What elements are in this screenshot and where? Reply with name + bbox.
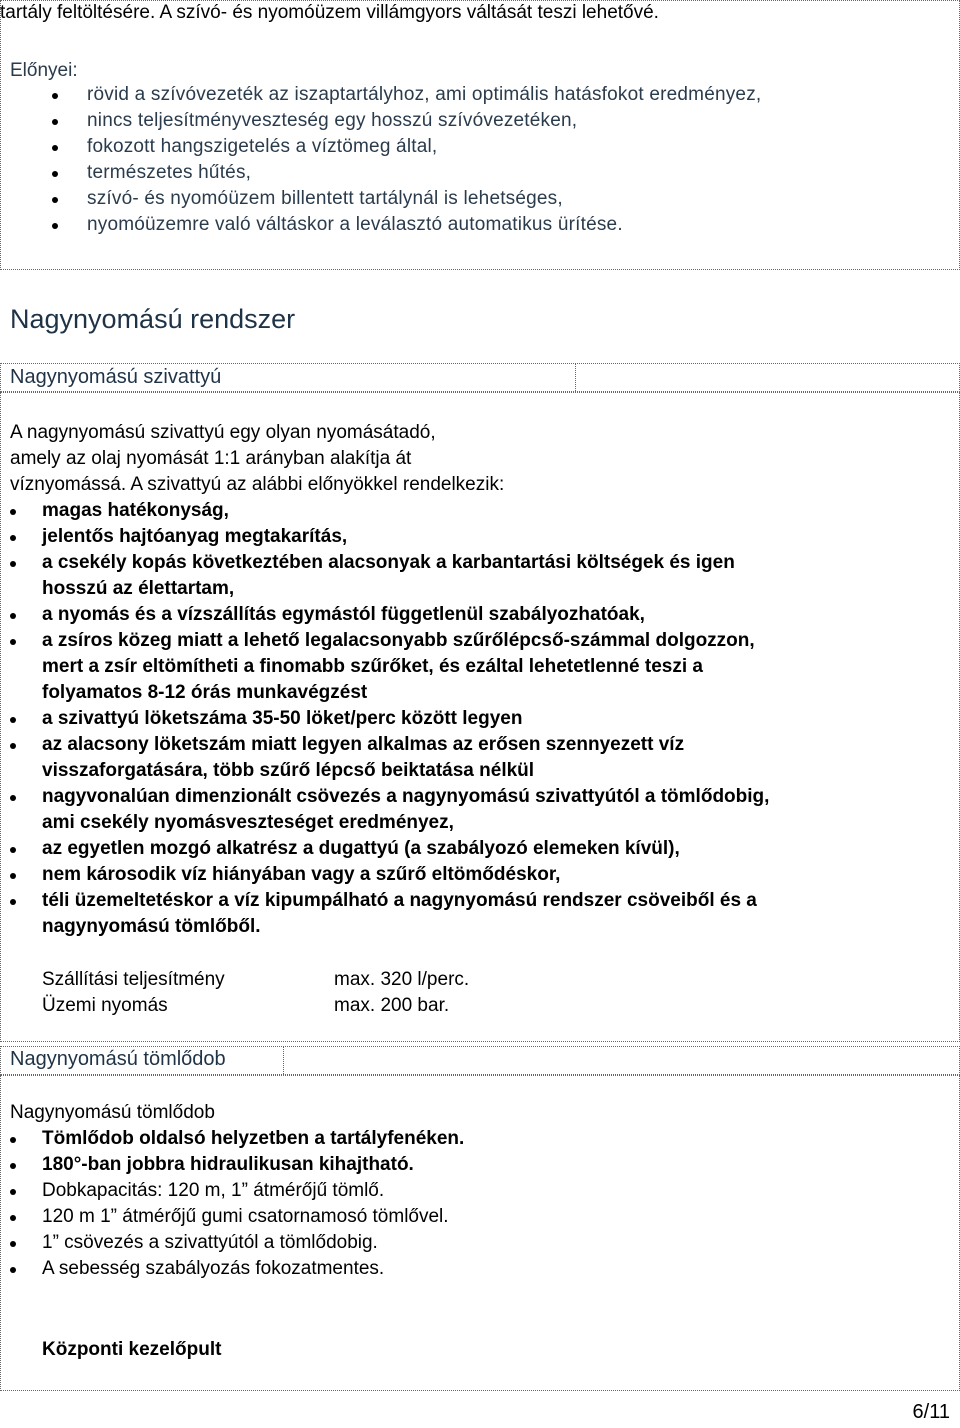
list-item: Dobkapacitás: 120 m, 1” átmérőjű tömlő. bbox=[0, 1178, 464, 1204]
pump-header: Nagynyomású szivattyú bbox=[10, 366, 222, 388]
list-item: 1” csövezés a szivattyútól a tömlődobig. bbox=[0, 1230, 464, 1256]
spec-value: max. 320 l/perc. bbox=[334, 969, 470, 990]
advantages-title: Előnyei: bbox=[10, 60, 78, 81]
list-item: nyomóüzemre való váltáskor a leválasztó automatikus ürítése. bbox=[0, 212, 761, 238]
list-item: természetes hűtés, bbox=[0, 160, 761, 186]
bullet-icon bbox=[10, 873, 16, 879]
hose-drum-header: Nagynyomású tömlődob bbox=[10, 1048, 226, 1070]
list-item: a szivattyú löketszáma 35-50 löket/perc között legyen bbox=[0, 706, 769, 732]
list-item: rövid a szívóvezeték az iszaptartályhoz, ami optimális hatásfokot eredményez, bbox=[0, 82, 761, 108]
bullet-icon bbox=[10, 1241, 16, 1247]
list-item: szívó- és nyomóüzem billentett tartálynál is lehetséges, bbox=[0, 186, 761, 212]
bullet-icon bbox=[10, 1215, 16, 1221]
list-item: magas hatékonyság, bbox=[0, 498, 769, 524]
pump-intro-line: A nagynyomású szivattyú egy olyan nyomásátadó, bbox=[10, 422, 436, 443]
hose-drum-list bbox=[0, 1126, 464, 1282]
spec-label: Üzemi nyomás bbox=[42, 995, 168, 1016]
bullet-icon bbox=[52, 223, 58, 229]
spec-value: max. 200 bar. bbox=[334, 995, 450, 1016]
bullet-icon bbox=[10, 561, 16, 567]
bullet-icon bbox=[52, 119, 58, 125]
list-item: 180°-ban jobbra hidraulikusan kihajtható. bbox=[0, 1152, 464, 1178]
section-title: Nagynyomású rendszer bbox=[10, 304, 296, 334]
bullet-icon bbox=[10, 1163, 16, 1169]
bullet-icon bbox=[52, 145, 58, 151]
list-item: nagyvonalúan dimenzionált csövezés a nagynyomású szivattyútól a tömlődobig, ami csekély nyomásveszteséget eredményez, bbox=[0, 784, 769, 836]
bullet-icon bbox=[10, 613, 16, 619]
bullet-icon bbox=[10, 743, 16, 749]
bullet-icon bbox=[52, 171, 58, 177]
bullet-icon bbox=[10, 847, 16, 853]
page-number: 6/11 bbox=[912, 1401, 950, 1423]
list-item: fokozott hangszigetelés a víztömeg által, bbox=[0, 134, 761, 160]
bullet-icon bbox=[10, 899, 16, 905]
list-item: téli üzemeltetéskor a víz kipumpálható a nagynyomású rendszer csöveiből és a nagynyomású tömlőből. bbox=[0, 888, 769, 940]
pump-intro-line: víznyomássá. A szivattyú az alábbi előnyökkel rendelkezik: bbox=[10, 474, 505, 495]
list-item: jelentős hajtóanyag megtakarítás, bbox=[0, 524, 769, 550]
advantages-list bbox=[0, 82, 761, 238]
bullet-icon bbox=[10, 1267, 16, 1273]
pump-intro-line: amely az olaj nyomását 1:1 arányban alakítja át bbox=[10, 448, 412, 469]
list-item: az alacsony löketszám miatt legyen alkalmas az erősen szennyezett víz visszaforgatására, több szűrő lépcső beiktatása nélkül bbox=[0, 732, 769, 784]
list-item: az egyetlen mozgó alkatrész a dugattyú (a szabályozó elemeken kívül), bbox=[0, 836, 769, 862]
list-item: nincs teljesítményveszteség egy hosszú szívóvezetéken, bbox=[0, 108, 761, 134]
bullet-icon bbox=[10, 509, 16, 515]
list-item: Tömlődob oldalsó helyzetben a tartályfenéken. bbox=[0, 1126, 464, 1152]
list-item: nem károsodik víz hiányában vagy a szűrő eltömődéskor, bbox=[0, 862, 769, 888]
control-panel-title: Központi kezelőpult bbox=[42, 1339, 222, 1360]
list-item: A sebesség szabályozás fokozatmentes. bbox=[0, 1256, 464, 1282]
bullet-icon bbox=[10, 1189, 16, 1195]
bullet-icon bbox=[52, 93, 58, 99]
bullet-icon bbox=[10, 795, 16, 801]
list-item: a csekély kopás következtében alacsonyak a karbantartási költségek és igen hosszú az élettartam, bbox=[0, 550, 769, 602]
pump-advantages-list bbox=[0, 498, 769, 940]
list-item: a nyomás és a vízszállítás egymástól függetlenül szabályozhatóak, bbox=[0, 602, 769, 628]
bullet-icon bbox=[10, 639, 16, 645]
bullet-icon bbox=[10, 535, 16, 541]
intro-top-line: tartály feltöltésére. A szívó- és nyomóüzem villámgyors váltását teszi lehetővé. bbox=[0, 2, 659, 23]
list-item: a zsíros közeg miatt a lehető legalacsonyabb szűrőlépcső-számmal dolgozzon, mert a zsír eltömítheti a finomabb szűrőket, és ezáltal lehetetlenné teszi a folyamatos 8-12 órás munkavégzést bbox=[0, 628, 769, 706]
hose-drum-subtitle: Nagynyomású tömlődob bbox=[10, 1102, 215, 1123]
spec-label: Szállítási teljesítmény bbox=[42, 969, 225, 990]
bullet-icon bbox=[10, 717, 16, 723]
bullet-icon bbox=[52, 197, 58, 203]
list-item: 120 m 1” átmérőjű gumi csatornamosó tömlővel. bbox=[0, 1204, 464, 1230]
bullet-icon bbox=[10, 1137, 16, 1143]
